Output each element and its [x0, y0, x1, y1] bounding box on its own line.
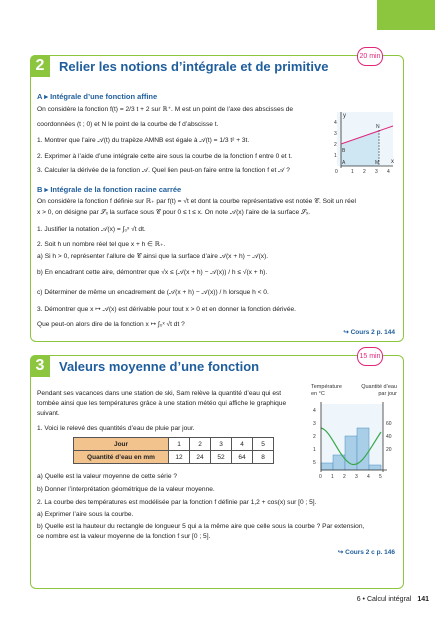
- temperature-axis-label: Température en °C: [311, 384, 342, 397]
- point-label-n: N: [376, 124, 380, 130]
- y-axis-label: y: [343, 113, 346, 119]
- exercise-3-box: [30, 355, 404, 589]
- point-label-m: M: [375, 160, 380, 166]
- table-header-cell: Quantité d’eau en mm: [74, 451, 169, 464]
- x-tick: 3: [355, 474, 358, 480]
- left-tick: 3: [313, 421, 316, 427]
- table-row: [74, 438, 274, 451]
- section-b-question-4: Que peut-on alors dire de la fonction x ↦ ∫₀ˣ √t dt ?: [37, 321, 185, 328]
- exercise-title: Valeurs moyenne d’une fonction: [59, 359, 260, 374]
- page-number: 141: [417, 596, 429, 603]
- intro-line-1: Pendant ses vacances dans une station de ski, Sam relève la quantité d’eau qui est: [37, 390, 282, 397]
- section-a-question-1: 1. Montrer que l’aire 𝒜(t) du trapèze AMNB est égale à 𝒜(t) = 1/3 t² + 3t.: [37, 137, 250, 144]
- x-axis-label: x: [391, 159, 394, 165]
- question-2b-line-2: ce nombre est la valeur moyenne de la fonction f sur [0 ; 5].: [37, 533, 211, 540]
- rain-bar-day-4: [357, 428, 369, 470]
- intro-line-2: tombée ainsi que les températures grâce à une station météo qui affiche le graphique: [37, 400, 287, 407]
- affine-function-graph: [331, 108, 397, 178]
- table-cell: 12: [169, 451, 190, 464]
- rain-bar-day-5: [369, 465, 381, 470]
- section-b-intro-1: On considère la fonction f définie sur ℝ₊ par f(t) = √t et dont la courbe représentative est notée 𝒞. Soit un réel: [37, 198, 356, 205]
- table-cell: 64: [232, 451, 253, 464]
- x-tick: 1: [351, 169, 354, 175]
- y-tick: 4: [334, 120, 337, 126]
- section-a-intro-1: On considère la fonction f(t) = 2/3 t + 2 sur ℝ⁺. M est un point de l’axe des abscisses de: [37, 106, 294, 113]
- table-cell: 4: [232, 438, 253, 451]
- section-b-question-2a: a) Si h > 0, représenter l’allure de 𝒞 ainsi que la surface d’aire 𝒜(x + h) − 𝒜(x).: [37, 253, 269, 260]
- course-reference-link[interactable]: ↪ Cours 2 p. 144: [343, 329, 395, 336]
- table-header-cell: Jour: [74, 438, 169, 451]
- left-tick: 4: [313, 408, 316, 414]
- x-tick: 3: [375, 169, 378, 175]
- water-axis-label: Quantité d’eau par jour: [361, 384, 397, 397]
- corner-tab: [377, 0, 435, 30]
- table-cell: 24: [190, 451, 211, 464]
- intro-line-3: suivant.: [37, 410, 60, 417]
- timer-icon: 20 min: [357, 47, 383, 66]
- table-cell: 2: [190, 438, 211, 451]
- section-b-intro-2: x > 0, on désigne par 𝒮ₓ la surface sous 𝒞 pour 0 ≤ t ≤ x. On note 𝒜(x) l’aire de la surface 𝒮ₓ.: [37, 209, 311, 216]
- table-cell: 8: [253, 451, 274, 464]
- y-tick: 3: [334, 131, 337, 137]
- table-cell: 52: [211, 451, 232, 464]
- left-tick: 2: [313, 434, 316, 440]
- table-cell: 3: [211, 438, 232, 451]
- right-tick: 20: [386, 447, 392, 453]
- x-tick: 2: [363, 169, 366, 175]
- section-b-title: B ▸ Intégrale de la fonction racine carrée: [37, 185, 182, 194]
- y-tick: 2: [334, 142, 337, 148]
- x-tick: 1: [331, 474, 334, 480]
- section-a-title: A ▸ Intégrale d’une fonction affine: [37, 92, 158, 101]
- section-b-question-3: 3. Démontrer que x ↦ 𝒜(x) est dérivable pour tout x > 0 et en donner la fonction dérivée.: [37, 306, 296, 313]
- section-b-question-1: 1. Justifier la notation 𝒜(x) = ∫₀ˣ √t dt.: [37, 226, 146, 233]
- table-cell: 5: [253, 438, 274, 451]
- x-tick: 4: [387, 169, 390, 175]
- point-label-a: A: [342, 160, 346, 166]
- x-tick: 0: [319, 474, 322, 480]
- section-b-question-2: 2. Soit h un nombre réel tel que x + h ∈ ℝ₊.: [37, 241, 166, 248]
- exercise-title: Relier les notions d’intégrale et de primitive: [59, 59, 329, 74]
- section-a-question-2: 2. Exprimer à l’aide d’une intégrale cette aire sous la courbe de la fonction f entre 0 et t.: [37, 153, 293, 160]
- weather-chart: [309, 400, 399, 490]
- question-1a: a) Quelle est la valeur moyenne de cette série ?: [37, 473, 178, 480]
- question-2a: a) Exprimer l’aire sous la courbe.: [37, 511, 134, 518]
- x-tick: 2: [343, 474, 346, 480]
- section-a-intro-2: coordonnées (t ; 0) et N le point de la courbe de f d’abscisse t.: [37, 121, 219, 128]
- timer-icon: 15 min: [357, 347, 383, 366]
- question-2b-line-1: b) Quelle est la hauteur du rectangle de longueur 5 qui a la même aire que celle sous la courbe ? Par extension,: [37, 523, 365, 530]
- point-label-b: B: [342, 148, 346, 154]
- table-row: [74, 451, 274, 464]
- course-reference-link[interactable]: ↪ Cours 2 c p. 146: [337, 549, 395, 556]
- section-b-question-2b: b) En encadrant cette aire, démontrer que √x ≤ (𝒜(x + h) − 𝒜(x)) / h ≤ √(x + h).: [37, 269, 268, 276]
- table-cell: 1: [169, 438, 190, 451]
- exercise-number: 3: [30, 355, 50, 377]
- exercise-2-box: [30, 55, 404, 342]
- right-tick: 40: [386, 434, 392, 440]
- section-a-question-3: 3. Calculer la dérivée de la fonction 𝒜. Quel lien peut-on faire entre la fonction f et 𝒜 ?: [37, 167, 290, 174]
- exercise-number: 2: [30, 55, 50, 77]
- rainfall-table: [73, 437, 274, 464]
- page-footer: [357, 596, 429, 603]
- section-b-question-2c: c) Déterminer de même un encadrement de (𝒜(x + h) − 𝒜(x)) / h lorsque h < 0.: [37, 289, 269, 296]
- chapter-label: 6 • Calcul intégral: [356, 596, 412, 603]
- left-tick: 1: [313, 447, 316, 453]
- right-tick: 60: [386, 421, 392, 427]
- left-tick: 5: [313, 460, 316, 466]
- question-2: 2. La courbe des températures est modélisée par la fonction f définie par 1,2 + cos(x) sur [0 ; 5].: [37, 499, 317, 506]
- x-tick: 0: [335, 169, 338, 175]
- y-tick: 1: [334, 153, 337, 159]
- x-tick: 5: [379, 474, 382, 480]
- question-1: 1. Voici le relevé des quantités d’eau de pluie par jour.: [37, 425, 195, 432]
- question-1b: b) Donner l’interprétation géométrique de la valeur moyenne.: [37, 486, 215, 493]
- rain-bar-day-1: [321, 463, 333, 470]
- x-tick: 4: [367, 474, 370, 480]
